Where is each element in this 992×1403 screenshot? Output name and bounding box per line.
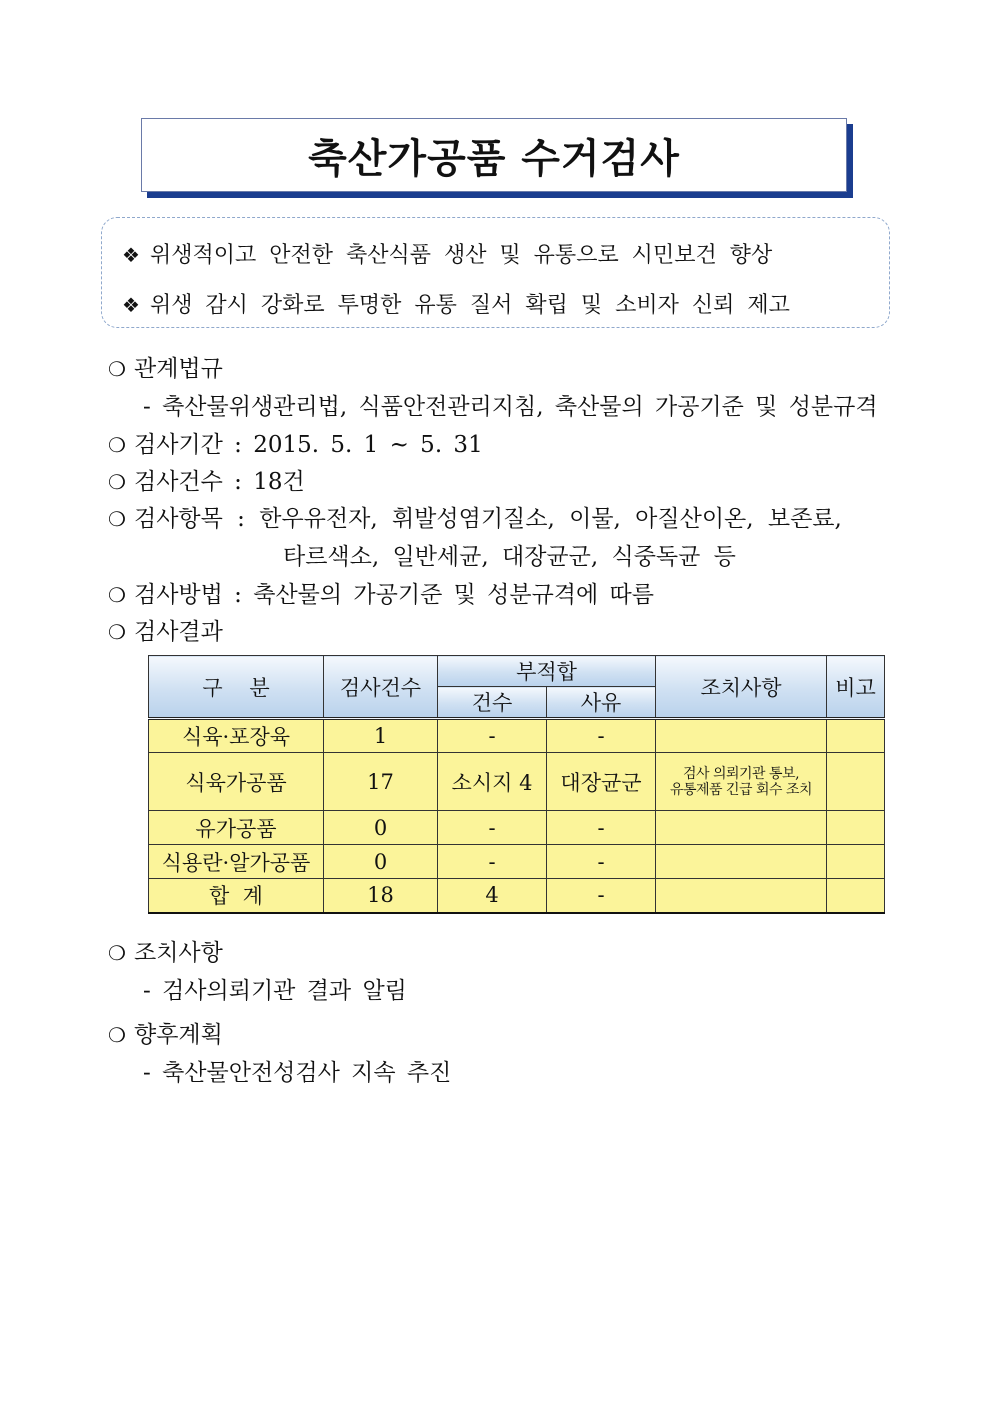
row-note [827, 879, 885, 913]
summary-box [101, 217, 890, 328]
row-action [656, 811, 827, 845]
header-note: 비고 [827, 656, 885, 719]
row-action [656, 879, 827, 913]
plan-detail: - 축산물안전성검사 지속 추진 [143, 1060, 452, 1086]
row-note [827, 753, 885, 811]
law-heading-line [108, 350, 223, 383]
items-text-1: 검사항목 : 한우유전자, 휘발성염기질소, 이물, 아질산이온, 보존료, [134, 506, 842, 532]
circle-bullet-icon: ❍ [108, 470, 126, 494]
summary-text-2: 위생 감시 강화로 투명한 유통 질서 확립 및 소비자 신뢰 제고 [149, 293, 790, 318]
row-count: 18 [324, 879, 438, 913]
row-action [656, 719, 827, 753]
circle-bullet-icon: ❍ [108, 433, 126, 457]
action-heading: 조치사항 [134, 940, 223, 966]
table-header-row [149, 656, 885, 687]
method-text: 검사방법 : 축산물의 가공기준 및 성분규격에 따름 [134, 582, 654, 608]
row-category: 유가공품 [149, 811, 324, 845]
law-heading: 관계법규 [134, 356, 223, 382]
result-heading-line [108, 613, 223, 646]
row-note [827, 811, 885, 845]
row-nc-reason: - [547, 811, 656, 845]
row-nc-count: - [438, 719, 547, 753]
circle-bullet-icon: ❍ [108, 620, 126, 644]
items-text-2: 타르색소, 일반세균, 대장균군, 식중독균 등 [283, 544, 736, 570]
results-table [148, 655, 885, 914]
row-category: 식육·포장육 [149, 719, 324, 753]
summary-item-2 [122, 288, 790, 319]
table-row [149, 845, 885, 879]
result-heading: 검사결과 [134, 619, 223, 645]
circle-bullet-icon: ❍ [108, 507, 126, 531]
table-row [149, 753, 885, 811]
row-category: 식용란·알가공품 [149, 845, 324, 879]
header-nc-count: 건수 [438, 687, 547, 719]
items-line [108, 500, 842, 533]
header-count: 검사건수 [324, 656, 438, 719]
row-count: 1 [324, 719, 438, 753]
title-box [141, 118, 847, 192]
row-nc-count: - [438, 845, 547, 879]
count-line [108, 463, 305, 496]
circle-bullet-icon: ❍ [108, 941, 126, 965]
row-nc-reason: - [547, 879, 656, 913]
table-row [149, 811, 885, 845]
row-category: 식육가공품 [149, 753, 324, 811]
row-nc-count: - [438, 811, 547, 845]
summary-text-1: 위생적이고 안전한 축산식품 생산 및 유통으로 시민보건 향상 [149, 243, 773, 268]
row-nc-reason: 대장균군 [547, 753, 656, 811]
row-nc-reason: - [547, 845, 656, 879]
plan-heading-line [108, 1016, 223, 1049]
action-line-1: 검사 의뢰기관 통보, [682, 765, 800, 782]
action-line-2: 유통제품 긴급 회수 조치 [669, 781, 813, 798]
row-category: 합 계 [149, 879, 324, 913]
row-nc-count: 4 [438, 879, 547, 913]
row-nc-reason: - [547, 719, 656, 753]
circle-bullet-icon: ❍ [108, 1023, 126, 1047]
period-text: 검사기간 : 2015. 5. 1 ~ 5. 31 [134, 432, 483, 458]
period-line [108, 426, 483, 459]
diamond-bullet-icon: ❖ [122, 243, 140, 267]
row-action [656, 845, 827, 879]
diamond-bullet-icon: ❖ [122, 293, 140, 317]
circle-bullet-icon: ❍ [108, 583, 126, 607]
header-action: 조치사항 [656, 656, 827, 719]
law-detail: - 축산물위생관리법, 식품안전관리지침, 축산물의 가공기준 및 성분규격 [143, 394, 878, 420]
row-count: 17 [324, 753, 438, 811]
row-nc-count: 소시지 4 [438, 753, 547, 811]
row-note [827, 845, 885, 879]
page-title: 축산가공품 수거검사 [308, 135, 680, 182]
header-nc-reason: 사유 [547, 687, 656, 719]
header-nonconform: 부적합 [438, 656, 656, 687]
summary-item-1 [122, 238, 772, 269]
table-row [149, 719, 885, 753]
action-heading-line [108, 934, 223, 967]
row-count: 0 [324, 845, 438, 879]
circle-bullet-icon: ❍ [108, 357, 126, 381]
header-category: 구 분 [149, 656, 324, 719]
action-detail: - 검사의뢰기관 결과 알림 [143, 978, 407, 1004]
method-line [108, 576, 654, 609]
row-count: 0 [324, 811, 438, 845]
plan-heading: 향후계획 [134, 1022, 223, 1048]
row-note [827, 719, 885, 753]
table-total-row [149, 879, 885, 913]
count-text: 검사건수 : 18건 [134, 469, 305, 495]
row-action [656, 753, 827, 811]
